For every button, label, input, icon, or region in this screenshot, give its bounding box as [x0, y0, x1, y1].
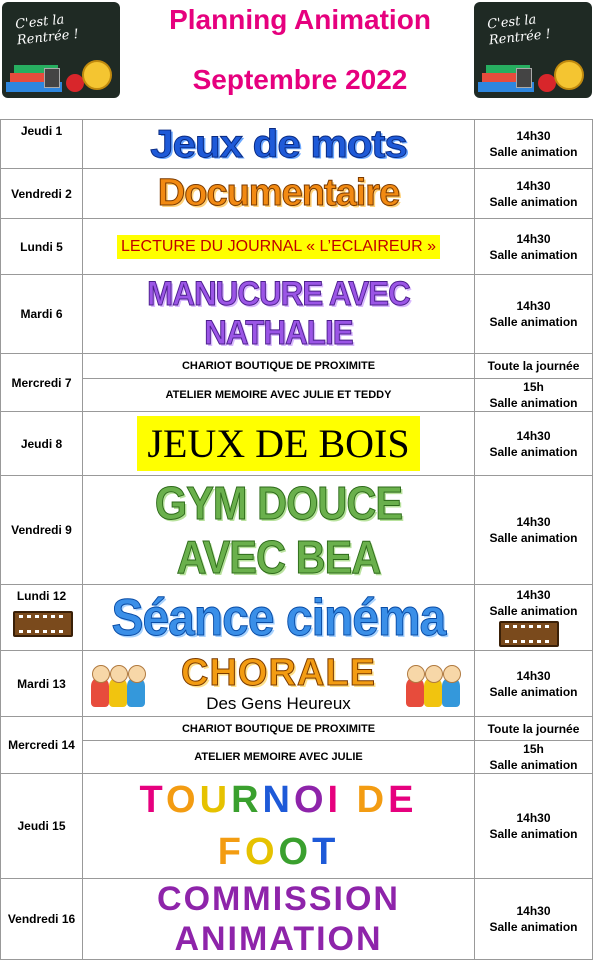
day-cell	[1, 585, 83, 651]
time-cell: Toute la journée	[475, 354, 593, 379]
table-row	[1, 275, 593, 354]
table-row	[1, 219, 593, 275]
time-value: 14h30	[516, 811, 551, 825]
activity-title: Documentaire	[157, 172, 400, 214]
day-cell: Mardi 13	[1, 651, 83, 717]
day-cell: Mercredi 14	[1, 717, 83, 774]
table-row	[1, 585, 593, 651]
chalkboard-text: C'est la Rentrée !	[14, 12, 80, 49]
activity-title: CHORALE	[181, 651, 376, 694]
place-value: Salle animation	[489, 444, 578, 459]
activity-cell: CHARIOT BOUTIQUE DE PROXIMITE	[83, 717, 475, 741]
day-cell: Jeudi 8	[1, 412, 83, 476]
day-cell: Mercredi 7	[1, 354, 83, 412]
singing-kids-icon	[89, 659, 155, 707]
activity-cell	[83, 275, 475, 354]
place-value: Salle animation	[489, 604, 578, 618]
table-row	[1, 717, 593, 741]
schedule-table	[0, 119, 593, 960]
table-row	[1, 651, 593, 717]
table-row	[1, 879, 593, 960]
activity-cell: ATELIER MEMOIRE AVEC JULIE ET TEDDY	[83, 379, 475, 412]
time-cell	[475, 219, 593, 275]
activity-subtitle: Des Gens Heureux	[206, 693, 351, 713]
time-value: 14h30	[516, 231, 551, 246]
day-label: Lundi 12	[16, 589, 67, 603]
activity-title: LECTURE DU JOURNAL « L’ECLAIREUR »	[117, 235, 440, 259]
place-value: Salle animation	[489, 531, 578, 545]
place-value: Salle animation	[489, 315, 578, 329]
page-title: Planning Animation	[169, 4, 431, 35]
activity-cell	[83, 219, 475, 275]
time-cell	[475, 585, 593, 651]
activity-cell: ATELIER MEMOIRE AVEC JULIE	[83, 741, 475, 774]
activity-title: MANUCURE AVEC NATHALIE	[147, 275, 410, 352]
time-cell	[475, 120, 593, 169]
activity-title-line1: TOURNOI DE	[139, 779, 418, 821]
time-cell	[475, 169, 593, 219]
activity-title: GYM DOUCE AVEC BEA	[154, 477, 403, 583]
time-cell	[475, 879, 593, 960]
chalkboard-image	[474, 2, 592, 98]
place-value: Salle animation	[489, 920, 578, 934]
time-cell	[475, 412, 593, 476]
place-value: Salle animation	[489, 758, 578, 772]
page-subtitle: Septembre 2022	[192, 64, 408, 95]
place-value: Salle animation	[489, 145, 578, 159]
film-strip-icon	[499, 621, 559, 647]
activity-title: Séance cinéma	[111, 588, 446, 647]
time-cell	[475, 651, 593, 717]
time-value: 14h30	[516, 428, 551, 443]
place-value: Salle animation	[489, 194, 578, 209]
place-value: Salle animation	[489, 396, 578, 410]
time-value: 15h	[523, 742, 544, 756]
time-value: 14h30	[516, 904, 551, 918]
day-cell: Lundi 5	[1, 219, 83, 275]
activity-cell	[83, 879, 475, 960]
time-cell	[475, 476, 593, 585]
day-cell: Vendredi 9	[1, 476, 83, 585]
time-value: 14h30	[516, 299, 551, 313]
film-strip-icon	[13, 611, 73, 637]
activity-title: JEUX DE BOIS	[137, 416, 419, 471]
table-row	[1, 412, 593, 476]
table-row	[1, 379, 593, 412]
place-value: Salle animation	[489, 827, 578, 841]
time-value: 14h30	[516, 515, 551, 529]
calculator-icon	[516, 68, 532, 88]
activity-cell	[83, 412, 475, 476]
time-cell: Toute la journée	[475, 717, 593, 741]
table-row	[1, 476, 593, 585]
time-cell	[475, 379, 593, 412]
activity-title-line1: COMMISSION	[157, 880, 400, 918]
day-cell: Jeudi 1	[1, 120, 83, 169]
day-cell: Vendredi 2	[1, 169, 83, 219]
singing-kids-icon	[404, 659, 470, 707]
time-value: 14h30	[516, 129, 551, 143]
time-cell	[475, 275, 593, 354]
activity-cell	[83, 651, 475, 717]
activity-title-line2: FOOT	[217, 831, 340, 873]
time-cell	[475, 774, 593, 879]
table-row	[1, 354, 593, 379]
table-row	[1, 774, 593, 879]
table-row	[1, 120, 593, 169]
table-row	[1, 741, 593, 774]
table-row	[1, 169, 593, 219]
activity-cell	[83, 169, 475, 219]
activity-title-line2: ANIMATION	[174, 920, 383, 958]
activity-cell	[83, 476, 475, 585]
time-cell	[475, 741, 593, 774]
day-cell: Jeudi 15	[1, 774, 83, 879]
place-value: Salle animation	[489, 247, 578, 262]
page-header	[0, 0, 600, 116]
place-value: Salle animation	[489, 684, 578, 699]
time-value: 15h	[523, 380, 544, 394]
time-value: 14h30	[516, 588, 551, 602]
alarm-clock-icon	[554, 60, 584, 90]
time-value: 14h30	[516, 668, 551, 683]
activity-cell	[83, 585, 475, 651]
activity-title: Jeux de mots	[150, 121, 407, 166]
day-cell: Mardi 6	[1, 275, 83, 354]
activity-cell	[83, 774, 475, 879]
time-value: 14h30	[516, 178, 551, 193]
chalkboard-text: C'est la Rentrée !	[486, 12, 552, 49]
activity-cell: CHARIOT BOUTIQUE DE PROXIMITE	[83, 354, 475, 379]
activity-cell	[83, 120, 475, 169]
day-cell: Vendredi 16	[1, 879, 83, 960]
